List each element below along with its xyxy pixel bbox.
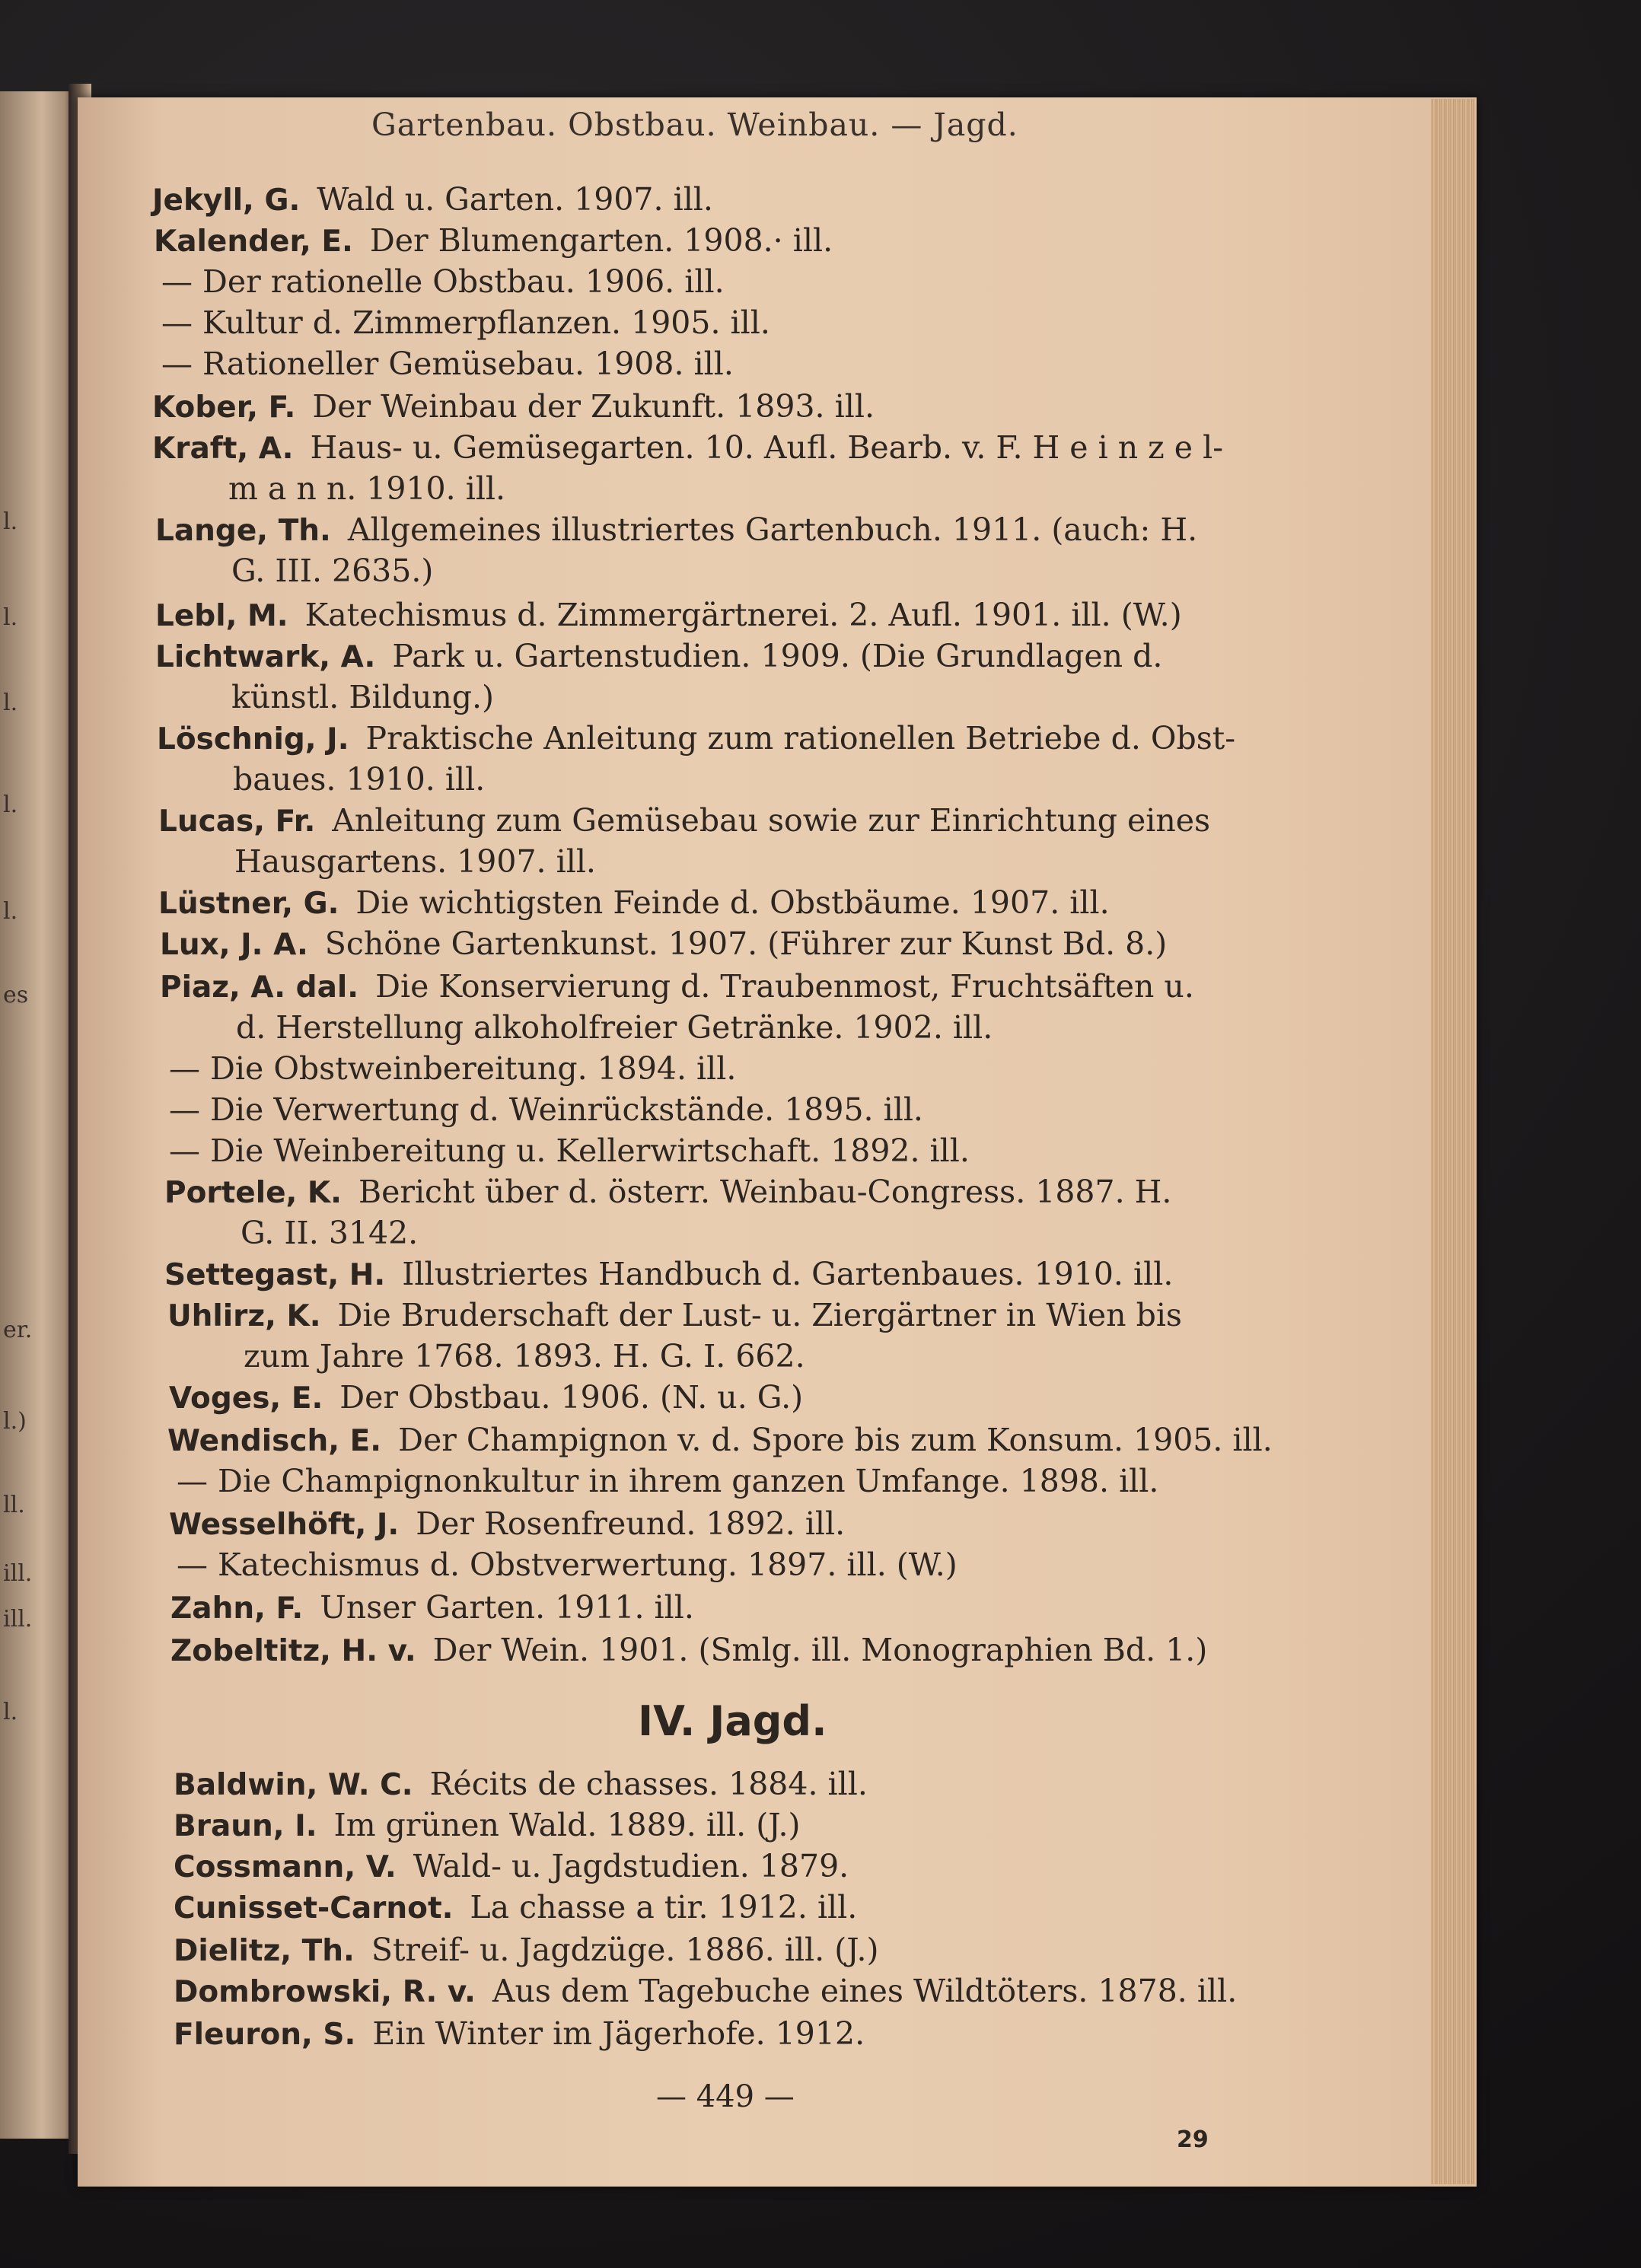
entry-text: Der Weinbau der Zukunft. 1893. ill. <box>312 388 875 425</box>
author-name: Portele, K. <box>164 1176 342 1210</box>
entry-text: Anleitung zum Gemüsebau sowie zur Einrichtung eines <box>332 802 1211 839</box>
entry-text: Der Obstbau. 1906. (N. u. G.) <box>339 1379 804 1416</box>
entry-text: d. Herstellung alkoholfreier Getränke. 1902. ill. <box>236 1009 993 1046</box>
garden-entry-line <box>160 924 1167 965</box>
printer-signature: 29 <box>1177 2126 1209 2153</box>
hunting-entry-line <box>174 2014 865 2055</box>
left-margin-fragment: es <box>3 982 29 1008</box>
entry-text: baues. 1910. ill. <box>233 761 486 798</box>
author-name: Wendisch, E. <box>167 1424 382 1458</box>
continuation-title: — Rationeller Gemüsebau. 1908. ill. <box>161 346 734 382</box>
garden-entry-line <box>161 344 734 384</box>
garden-entry-line <box>152 180 713 221</box>
author-name: Lichtwark, A. <box>155 640 376 674</box>
garden-entry-line <box>164 1254 1173 1295</box>
section-title: IV. Jagd. <box>638 1697 827 1745</box>
left-margin-fragment: l. <box>3 1699 18 1725</box>
entry-text: Die Bruderschaft der Lust- u. Ziergärtner in Wien bis <box>337 1297 1182 1333</box>
entry-text: Park u. Gartenstudien. 1909. (Die Grundlagen d. <box>392 638 1163 674</box>
left-margin-fragment: l. <box>3 792 18 818</box>
garden-entry-line <box>167 1295 1182 1336</box>
garden-entry-line <box>169 1090 923 1129</box>
entry-text: zum Jahre 1768. 1893. H. G. I. 662. <box>244 1338 805 1374</box>
continuation-title: — Der rationelle Obstbau. 1906. ill. <box>161 263 725 300</box>
hunting-entry-line <box>174 1887 857 1929</box>
author-name: Baldwin, W. C. <box>174 1768 413 1802</box>
author-name: Fleuron, S. <box>174 2018 356 2052</box>
author-name: Piaz, A. dal. <box>160 970 359 1005</box>
left-margin-fragment: er. <box>3 1317 33 1343</box>
garden-entry-line <box>164 1172 1171 1213</box>
garden-entry-line <box>160 967 1194 1008</box>
page-number: — 449 — <box>656 2079 795 2114</box>
entry-text: Unser Garten. 1911. ill. <box>320 1589 694 1626</box>
garden-entry-line <box>169 1378 803 1419</box>
entry-text: Katechismus d. Zimmergärtnerei. 2. Aufl. 1901. ill. (W.) <box>304 597 1182 633</box>
garden-entry-line <box>231 677 494 717</box>
author-name: Löschnig, J. <box>157 722 349 757</box>
garden-entry-line <box>236 1008 993 1047</box>
author-name: Cunisset-Carnot. <box>174 1891 454 1926</box>
author-name: Lucas, Fr. <box>158 804 316 839</box>
garden-entry-line <box>169 1131 970 1171</box>
garden-entry-line <box>154 221 833 262</box>
author-name: Voges, E. <box>169 1381 323 1416</box>
hunting-entry-line <box>174 1971 1237 2012</box>
running-header: Gartenbau. Obstbau. Weinbau. — Jagd. <box>371 107 1018 143</box>
entry-text: m a n n. 1910. ill. <box>228 470 506 507</box>
garden-entry-line <box>161 262 725 301</box>
entry-text: Der Rosenfreund. 1892. ill. <box>416 1505 846 1542</box>
entry-text: Die Konservierung d. Traubenmost, Fruchtsäften u. <box>375 968 1194 1005</box>
hunting-entry-line <box>174 1764 868 1805</box>
continuation-title: — Kultur d. Zimmerpflanzen. 1905. ill. <box>161 304 770 341</box>
left-margin-fragment: l. <box>3 690 18 716</box>
garden-entry-line <box>158 801 1210 842</box>
entry-text: Bericht über d. österr. Weinbau-Congress. 1887. H. <box>358 1174 1172 1210</box>
left-margin-fragment: l. <box>3 604 18 631</box>
author-name: Dombrowski, R. v. <box>174 1975 476 2009</box>
garden-entry-line <box>231 551 433 591</box>
author-name: Lange, Th. <box>155 514 331 548</box>
entry-text: Praktische Anleitung zum rationellen Betriebe d. Obst- <box>365 720 1236 757</box>
garden-entry-line <box>177 1545 958 1585</box>
garden-entry-line <box>155 636 1162 677</box>
left-margin-fragment: ill. <box>3 1560 33 1587</box>
entry-text: Die wichtigsten Feinde d. Obstbäume. 1907. ill. <box>355 884 1110 921</box>
author-name: Braun, I. <box>174 1809 317 1843</box>
continuation-title: — Die Obstweinbereitung. 1894. ill. <box>169 1050 737 1087</box>
entry-text: künstl. Bildung.) <box>231 679 495 715</box>
author-name: Cossmann, V. <box>174 1850 397 1884</box>
entry-text: Ein Winter im Jägerhofe. 1912. <box>372 2015 865 2052</box>
author-name: Wesselhöft, J. <box>169 1508 400 1542</box>
garden-entry-line <box>228 469 505 508</box>
entry-text: Wald- u. Jagdstudien. 1879. <box>413 1848 849 1884</box>
author-name: Zobeltitz, H. v. <box>170 1634 416 1668</box>
author-name: Settegast, H. <box>164 1258 386 1292</box>
entry-text: G. III. 2635.) <box>231 553 434 589</box>
entry-text: Wald u. Garten. 1907. ill. <box>317 181 713 218</box>
entry-text: Haus- u. Gemüsegarten. 10. Aufl. Bearb. v. F. H e i n z e l- <box>310 429 1224 466</box>
left-margin-fragment: l. <box>3 898 18 925</box>
garden-entry-line <box>158 883 1110 924</box>
continuation-title: — Die Verwertung d. Weinrückstände. 1895. ill. <box>169 1091 923 1128</box>
garden-entry-line <box>167 1420 1273 1461</box>
entry-text: Récits de chasses. 1884. ill. <box>429 1766 868 1802</box>
author-name: Jekyll, G. <box>152 183 301 218</box>
garden-entry-line <box>234 842 596 881</box>
garden-entry-line <box>152 387 875 428</box>
garden-entry-line <box>169 1504 845 1545</box>
author-name: Lebl, M. <box>155 599 288 633</box>
author-name: Dielitz, Th. <box>174 1934 355 1968</box>
garden-entry-line <box>152 428 1223 469</box>
author-name: Zahn, F. <box>170 1591 304 1626</box>
left-margin-fragment: ll. <box>3 1492 25 1518</box>
author-name: Kober, F. <box>152 390 296 425</box>
left-margin-fragment: l.) <box>3 1408 27 1435</box>
entry-text: La chasse a tir. 1912. ill. <box>470 1889 858 1926</box>
entry-text: Allgemeines illustriertes Gartenbuch. 1911. (auch: H. <box>347 511 1198 548</box>
entry-text: Aus dem Tagebuche eines Wildtöters. 1878. ill. <box>492 1973 1238 2009</box>
author-name: Kraft, A. <box>152 432 294 466</box>
garden-entry-line <box>155 510 1197 551</box>
hunting-entry-line <box>174 1805 801 1846</box>
continuation-title: — Die Champignonkultur in ihrem ganzen Umfange. 1898. ill. <box>177 1463 1159 1499</box>
garden-entry-line <box>244 1336 805 1376</box>
continuation-title: — Katechismus d. Obstverwertung. 1897. ill. (W.) <box>177 1547 958 1583</box>
entry-text: Illustriertes Handbuch d. Gartenbaues. 1910. ill. <box>402 1256 1174 1292</box>
author-name: Lux, J. A. <box>160 928 308 962</box>
garden-entry-line <box>155 595 1182 636</box>
entry-text: Streif- u. Jagdzüge. 1886. ill. (J.) <box>371 1932 879 1968</box>
author-name: Uhlirz, K. <box>167 1299 321 1333</box>
garden-entry-line <box>170 1630 1207 1671</box>
entry-text: Der Blumengarten. 1908.· ill. <box>369 222 833 259</box>
hunting-entry-line <box>174 1930 879 1971</box>
entry-text: G. II. 3142. <box>241 1215 419 1251</box>
hunting-entry-line <box>174 1846 849 1887</box>
author-name: Kalender, E. <box>154 225 353 259</box>
garden-entry-line <box>161 303 770 342</box>
left-margin-fragment: ill. <box>3 1606 33 1633</box>
entry-text: Der Champignon v. d. Spore bis zum Konsum. 1905. ill. <box>398 1422 1273 1458</box>
continuation-title: — Die Weinbereitung u. Kellerwirtschaft. 1892. ill. <box>169 1132 970 1169</box>
garden-entry-line <box>177 1461 1158 1501</box>
author-name: Lüstner, G. <box>158 887 339 921</box>
entry-text: Im grünen Wald. 1889. ill. (J.) <box>333 1807 801 1843</box>
entry-text: Der Wein. 1901. (Smlg. ill. Monographien Bd. 1.) <box>432 1632 1208 1668</box>
entry-text: Schöne Gartenkunst. 1907. (Führer zur Kunst Bd. 8.) <box>324 925 1168 962</box>
entry-text: Hausgartens. 1907. ill. <box>234 843 596 880</box>
garden-entry-line <box>157 718 1235 760</box>
garden-entry-line <box>241 1213 418 1253</box>
left-margin-fragment: l. <box>3 508 18 535</box>
garden-entry-line <box>233 760 485 799</box>
garden-entry-line <box>169 1049 736 1088</box>
garden-entry-line <box>170 1588 694 1629</box>
